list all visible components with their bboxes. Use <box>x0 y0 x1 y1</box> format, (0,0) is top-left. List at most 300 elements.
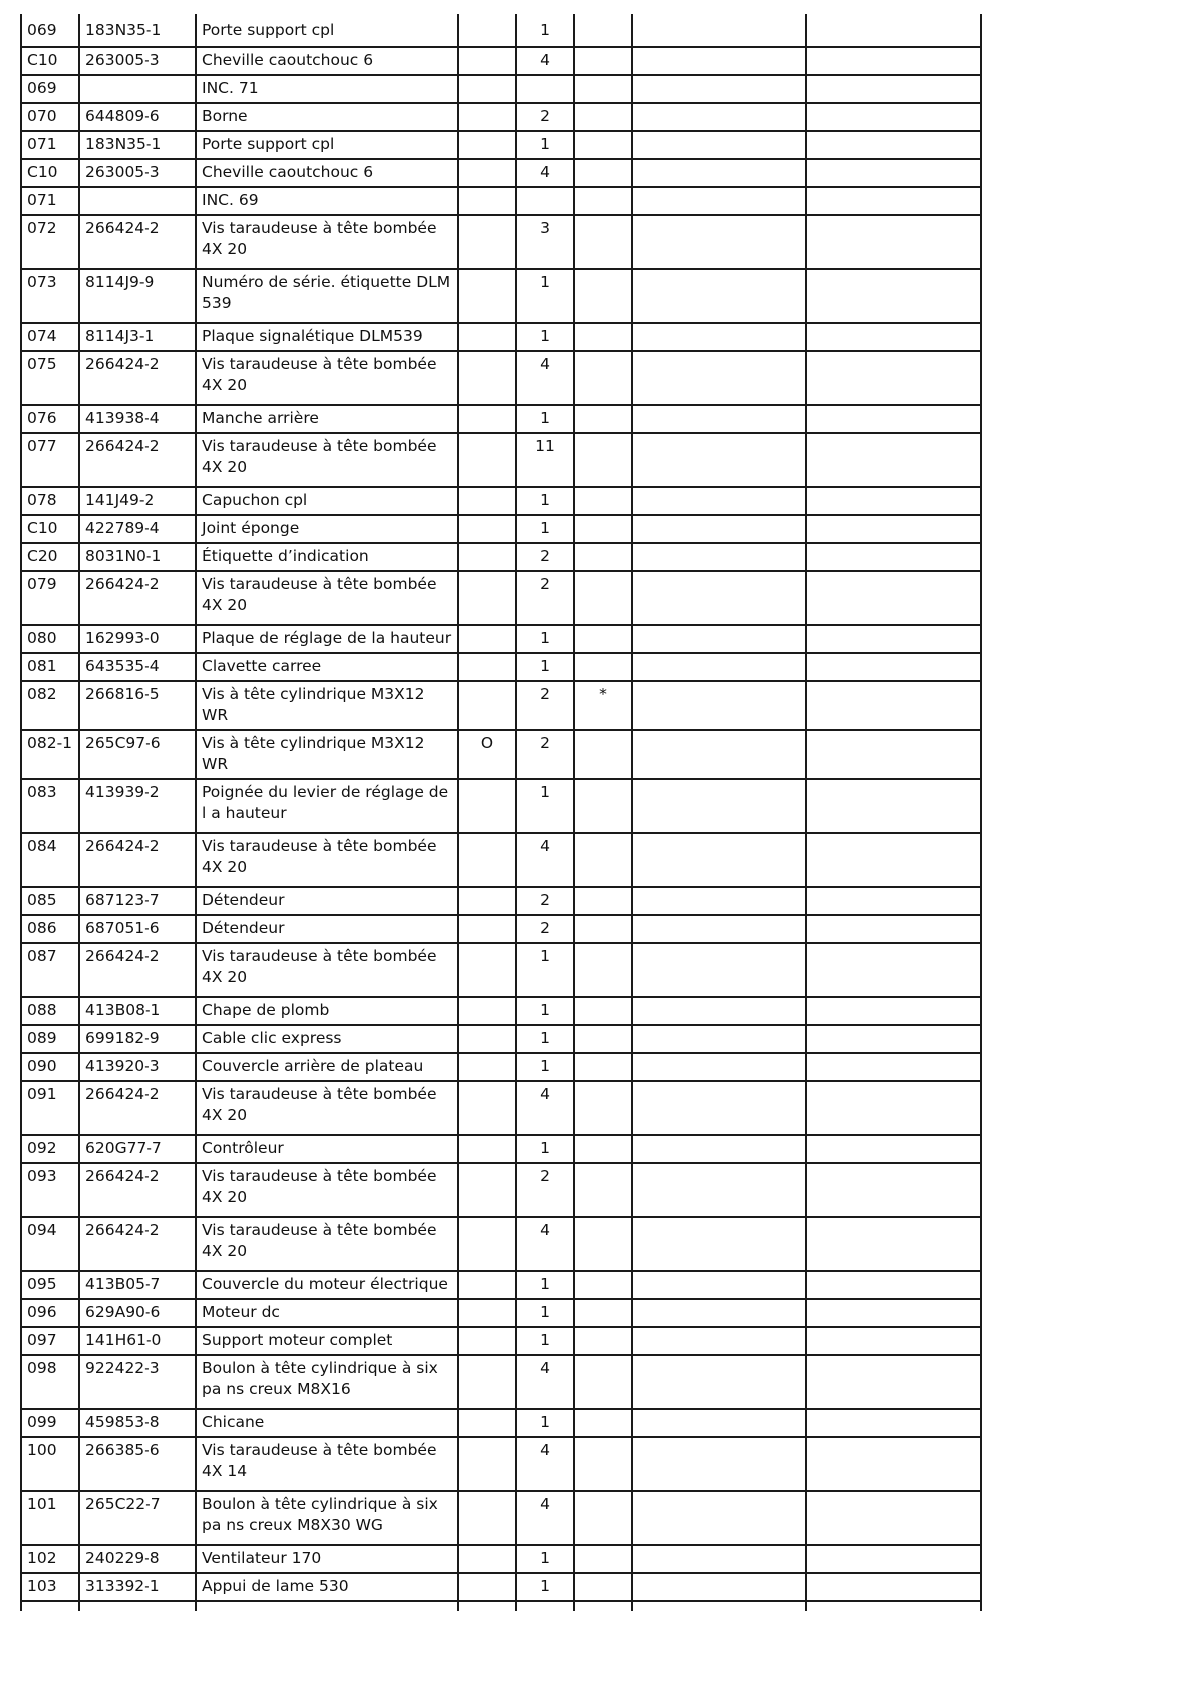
table-row <box>21 487 981 515</box>
item-number: 075 <box>21 351 79 405</box>
quantity: 4 <box>516 1491 574 1545</box>
blank-cell <box>632 1299 806 1327</box>
part-number: 162993-0 <box>79 625 196 653</box>
blank-cell <box>806 269 981 323</box>
item-number: 082-1 <box>21 730 79 779</box>
blank-cell <box>632 47 806 75</box>
part-number: 922422-3 <box>79 1355 196 1409</box>
option-mark <box>458 215 516 269</box>
blank-cell <box>632 1053 806 1081</box>
note-mark <box>574 1299 632 1327</box>
item-number: C20 <box>21 543 79 571</box>
blank-cell <box>632 833 806 887</box>
table-row <box>21 625 981 653</box>
part-number: 266424-2 <box>79 433 196 487</box>
description: Numéro de série. étiquette DLM 539 <box>196 269 458 323</box>
table-row <box>21 571 981 625</box>
table-row <box>21 1355 981 1409</box>
blank-cell <box>806 75 981 103</box>
option-mark <box>458 1437 516 1491</box>
quantity: 1 <box>516 269 574 323</box>
note-mark <box>574 625 632 653</box>
table-row <box>21 1327 981 1355</box>
item-number: 102 <box>21 1545 79 1573</box>
option-mark <box>458 433 516 487</box>
table-row <box>21 1409 981 1437</box>
item-number: 094 <box>21 1217 79 1271</box>
parts-list-page <box>20 14 982 1611</box>
description: Cable clic express <box>196 1025 458 1053</box>
blank-cell <box>806 1409 981 1437</box>
blank-cell <box>806 405 981 433</box>
description: Chape de plomb <box>196 997 458 1025</box>
option-mark <box>458 47 516 75</box>
item-number: 085 <box>21 887 79 915</box>
blank-cell <box>806 1491 981 1545</box>
note-mark: * <box>574 681 632 730</box>
quantity: 4 <box>516 833 574 887</box>
description: Vis taraudeuse à tête bombée 4X 20 <box>196 1081 458 1135</box>
option-mark <box>458 14 516 47</box>
quantity <box>516 187 574 215</box>
blank-cell <box>632 75 806 103</box>
option-mark <box>458 1545 516 1573</box>
blank-cell <box>458 1601 516 1611</box>
note-mark <box>574 1355 632 1409</box>
note-mark <box>574 47 632 75</box>
table-row <box>21 1135 981 1163</box>
note-mark <box>574 1271 632 1299</box>
blank-cell <box>632 543 806 571</box>
table-row <box>21 1573 981 1601</box>
description: Vis taraudeuse à tête bombée 4X 20 <box>196 215 458 269</box>
table-row <box>21 323 981 351</box>
blank-cell <box>632 14 806 47</box>
blank-cell <box>806 131 981 159</box>
part-number: 266424-2 <box>79 1163 196 1217</box>
note-mark <box>574 351 632 405</box>
note-mark <box>574 487 632 515</box>
quantity: 2 <box>516 543 574 571</box>
blank-cell <box>632 997 806 1025</box>
item-number: C10 <box>21 47 79 75</box>
option-mark <box>458 1409 516 1437</box>
part-number: 266424-2 <box>79 1217 196 1271</box>
quantity: 2 <box>516 1163 574 1217</box>
blank-cell <box>632 653 806 681</box>
description: Vis taraudeuse à tête bombée 4X 20 <box>196 351 458 405</box>
blank-cell <box>574 1601 632 1611</box>
item-number: 073 <box>21 269 79 323</box>
table-row <box>21 833 981 887</box>
blank-cell <box>632 1437 806 1491</box>
description: Plaque de réglage de la hauteur <box>196 625 458 653</box>
note-mark <box>574 1545 632 1573</box>
quantity: 1 <box>516 1327 574 1355</box>
item-number: 080 <box>21 625 79 653</box>
item-number: 103 <box>21 1573 79 1601</box>
table-row <box>21 1081 981 1135</box>
quantity: 1 <box>516 653 574 681</box>
blank-cell <box>806 1081 981 1135</box>
part-number <box>79 75 196 103</box>
blank-cell <box>806 681 981 730</box>
blank-cell <box>806 730 981 779</box>
blank-cell <box>632 1355 806 1409</box>
option-mark <box>458 1025 516 1053</box>
note-mark <box>574 1135 632 1163</box>
item-number: 086 <box>21 915 79 943</box>
blank-cell <box>806 323 981 351</box>
item-number: 088 <box>21 997 79 1025</box>
item-number: 069 <box>21 75 79 103</box>
quantity: 4 <box>516 1217 574 1271</box>
description: Vis à tête cylindrique M3X12 WR <box>196 681 458 730</box>
blank-cell <box>632 943 806 997</box>
table-row <box>21 543 981 571</box>
description: Porte support cpl <box>196 14 458 47</box>
option-mark <box>458 103 516 131</box>
option-mark <box>458 1491 516 1545</box>
quantity: 2 <box>516 681 574 730</box>
description: Moteur dc <box>196 1299 458 1327</box>
table-row <box>21 47 981 75</box>
blank-cell <box>632 625 806 653</box>
table-row <box>21 1271 981 1299</box>
blank-cell <box>806 215 981 269</box>
option-mark <box>458 625 516 653</box>
blank-cell <box>632 1271 806 1299</box>
item-number: 074 <box>21 323 79 351</box>
blank-cell <box>632 779 806 833</box>
blank-cell <box>632 1135 806 1163</box>
blank-cell <box>632 215 806 269</box>
blank-cell <box>806 14 981 47</box>
item-number: 071 <box>21 131 79 159</box>
part-number: 413B08-1 <box>79 997 196 1025</box>
note-mark <box>574 1491 632 1545</box>
table-row <box>21 405 981 433</box>
part-number: 266424-2 <box>79 943 196 997</box>
blank-cell <box>632 433 806 487</box>
option-mark <box>458 543 516 571</box>
table-row <box>21 1545 981 1573</box>
item-number: 100 <box>21 1437 79 1491</box>
table-row <box>21 515 981 543</box>
blank-cell <box>632 730 806 779</box>
part-number: 266424-2 <box>79 351 196 405</box>
option-mark <box>458 1217 516 1271</box>
item-number: 082 <box>21 681 79 730</box>
blank-cell <box>516 1601 574 1611</box>
blank-cell <box>806 1053 981 1081</box>
blank-cell <box>632 1081 806 1135</box>
option-mark: O <box>458 730 516 779</box>
item-number: 099 <box>21 1409 79 1437</box>
option-mark <box>458 779 516 833</box>
description: Vis taraudeuse à tête bombée 4X 20 <box>196 1217 458 1271</box>
description: Détendeur <box>196 915 458 943</box>
note-mark <box>574 915 632 943</box>
description: Ventilateur 170 <box>196 1545 458 1573</box>
item-number: 101 <box>21 1491 79 1545</box>
description: Support moteur complet <box>196 1327 458 1355</box>
part-number: 313392-1 <box>79 1573 196 1601</box>
note-mark <box>574 1163 632 1217</box>
blank-cell <box>632 323 806 351</box>
table-row <box>21 75 981 103</box>
table-row <box>21 351 981 405</box>
quantity: 1 <box>516 131 574 159</box>
part-number: 8031N0-1 <box>79 543 196 571</box>
part-number: 422789-4 <box>79 515 196 543</box>
blank-cell <box>632 351 806 405</box>
note-mark <box>574 887 632 915</box>
blank-cell <box>632 915 806 943</box>
table-row <box>21 997 981 1025</box>
blank-cell <box>806 543 981 571</box>
blank-cell <box>806 1573 981 1601</box>
quantity: 11 <box>516 433 574 487</box>
quantity: 1 <box>516 1299 574 1327</box>
blank-cell <box>632 1025 806 1053</box>
quantity: 2 <box>516 730 574 779</box>
item-number: 079 <box>21 571 79 625</box>
part-number: 413938-4 <box>79 405 196 433</box>
note-mark <box>574 159 632 187</box>
part-number: 413920-3 <box>79 1053 196 1081</box>
quantity: 1 <box>516 14 574 47</box>
part-number: 266816-5 <box>79 681 196 730</box>
table-row <box>21 215 981 269</box>
parts-table <box>20 14 982 1611</box>
blank-cell <box>632 1545 806 1573</box>
blank-cell <box>632 571 806 625</box>
table-row <box>21 103 981 131</box>
description: Vis taraudeuse à tête bombée 4X 20 <box>196 833 458 887</box>
option-mark <box>458 131 516 159</box>
item-number: 071 <box>21 187 79 215</box>
parts-table-body <box>21 14 981 1611</box>
item-number: 091 <box>21 1081 79 1135</box>
part-number: 141J49-2 <box>79 487 196 515</box>
blank-cell <box>806 833 981 887</box>
option-mark <box>458 1573 516 1601</box>
blank-cell <box>806 103 981 131</box>
blank-cell <box>806 1163 981 1217</box>
blank-cell <box>632 1163 806 1217</box>
option-mark <box>458 997 516 1025</box>
quantity: 2 <box>516 915 574 943</box>
option-mark <box>458 887 516 915</box>
option-mark <box>458 915 516 943</box>
note-mark <box>574 433 632 487</box>
note-mark <box>574 1573 632 1601</box>
part-number: 644809-6 <box>79 103 196 131</box>
quantity: 1 <box>516 1573 574 1601</box>
option-mark <box>458 515 516 543</box>
table-row <box>21 915 981 943</box>
blank-cell <box>632 187 806 215</box>
part-number: 620G77-7 <box>79 1135 196 1163</box>
description: Porte support cpl <box>196 131 458 159</box>
blank-cell <box>806 159 981 187</box>
item-number: 078 <box>21 487 79 515</box>
description: Capuchon cpl <box>196 487 458 515</box>
table-row <box>21 269 981 323</box>
table-row <box>21 653 981 681</box>
item-number: 077 <box>21 433 79 487</box>
part-number: 183N35-1 <box>79 14 196 47</box>
item-number: 089 <box>21 1025 79 1053</box>
item-number: 097 <box>21 1327 79 1355</box>
part-number: 183N35-1 <box>79 131 196 159</box>
table-row <box>21 159 981 187</box>
blank-cell <box>806 1437 981 1491</box>
blank-cell <box>806 1299 981 1327</box>
note-mark <box>574 1437 632 1491</box>
option-mark <box>458 187 516 215</box>
option-mark <box>458 833 516 887</box>
description: Plaque signalétique DLM539 <box>196 323 458 351</box>
part-number: 266385-6 <box>79 1437 196 1491</box>
option-mark <box>458 405 516 433</box>
blank-cell <box>806 433 981 487</box>
description: Borne <box>196 103 458 131</box>
quantity: 2 <box>516 571 574 625</box>
description: Vis taraudeuse à tête bombée 4X 20 <box>196 433 458 487</box>
description: Étiquette d’indication <box>196 543 458 571</box>
description: Appui de lame 530 <box>196 1573 458 1601</box>
quantity: 1 <box>516 405 574 433</box>
item-number: C10 <box>21 159 79 187</box>
option-mark <box>458 487 516 515</box>
option-mark <box>458 1081 516 1135</box>
quantity: 1 <box>516 515 574 543</box>
option-mark <box>458 943 516 997</box>
note-mark <box>574 1081 632 1135</box>
item-number: 069 <box>21 14 79 47</box>
part-number: 459853-8 <box>79 1409 196 1437</box>
table-row <box>21 1491 981 1545</box>
option-mark <box>458 1299 516 1327</box>
item-number: 076 <box>21 405 79 433</box>
blank-cell <box>632 103 806 131</box>
part-number: 263005-3 <box>79 47 196 75</box>
description: Cheville caoutchouc 6 <box>196 159 458 187</box>
note-mark <box>574 405 632 433</box>
description: Vis à tête cylindrique M3X12 WR <box>196 730 458 779</box>
table-row <box>21 1163 981 1217</box>
quantity: 1 <box>516 943 574 997</box>
option-mark <box>458 571 516 625</box>
blank-cell <box>632 1491 806 1545</box>
blank-cell <box>632 887 806 915</box>
description: Couvercle du moteur électrique <box>196 1271 458 1299</box>
blank-cell <box>632 515 806 543</box>
blank-cell <box>806 1327 981 1355</box>
blank-cell <box>806 625 981 653</box>
blank-cell <box>806 943 981 997</box>
table-row <box>21 1025 981 1053</box>
note-mark <box>574 779 632 833</box>
blank-cell <box>632 1573 806 1601</box>
description: INC. 69 <box>196 187 458 215</box>
description: Chicane <box>196 1409 458 1437</box>
quantity: 3 <box>516 215 574 269</box>
option-mark <box>458 1271 516 1299</box>
table-row <box>21 681 981 730</box>
description: INC. 71 <box>196 75 458 103</box>
part-number: 8114J9-9 <box>79 269 196 323</box>
quantity: 4 <box>516 47 574 75</box>
quantity: 4 <box>516 1355 574 1409</box>
part-number: 265C22-7 <box>79 1491 196 1545</box>
table-row <box>21 1217 981 1271</box>
note-mark <box>574 323 632 351</box>
blank-cell <box>632 1327 806 1355</box>
blank-cell <box>806 351 981 405</box>
blank-cell <box>632 269 806 323</box>
quantity: 2 <box>516 103 574 131</box>
quantity: 4 <box>516 1081 574 1135</box>
quantity: 1 <box>516 625 574 653</box>
note-mark <box>574 997 632 1025</box>
blank-cell <box>21 1601 79 1611</box>
option-mark <box>458 323 516 351</box>
quantity: 1 <box>516 997 574 1025</box>
blank-cell <box>196 1601 458 1611</box>
item-number: C10 <box>21 515 79 543</box>
item-number: 096 <box>21 1299 79 1327</box>
note-mark <box>574 543 632 571</box>
blank-cell <box>806 1217 981 1271</box>
note-mark <box>574 14 632 47</box>
note-mark <box>574 75 632 103</box>
table-row <box>21 887 981 915</box>
item-number: 090 <box>21 1053 79 1081</box>
blank-cell <box>632 405 806 433</box>
part-number: 413939-2 <box>79 779 196 833</box>
description: Détendeur <box>196 887 458 915</box>
note-mark <box>574 1327 632 1355</box>
note-mark <box>574 571 632 625</box>
note-mark <box>574 269 632 323</box>
note-mark <box>574 833 632 887</box>
part-number: 687123-7 <box>79 887 196 915</box>
quantity: 4 <box>516 159 574 187</box>
part-number: 699182-9 <box>79 1025 196 1053</box>
note-mark <box>574 1217 632 1271</box>
option-mark <box>458 269 516 323</box>
blank-cell <box>806 515 981 543</box>
blank-cell <box>806 653 981 681</box>
item-number: 098 <box>21 1355 79 1409</box>
description: Vis taraudeuse à tête bombée 4X 20 <box>196 571 458 625</box>
note-mark <box>574 103 632 131</box>
note-mark <box>574 653 632 681</box>
table-row <box>21 14 981 47</box>
note-mark <box>574 215 632 269</box>
note-mark <box>574 1025 632 1053</box>
part-number: 413B05-7 <box>79 1271 196 1299</box>
quantity: 1 <box>516 487 574 515</box>
part-number: 266424-2 <box>79 833 196 887</box>
table-row <box>21 433 981 487</box>
note-mark <box>574 187 632 215</box>
blank-cell <box>806 1601 981 1611</box>
quantity: 2 <box>516 887 574 915</box>
